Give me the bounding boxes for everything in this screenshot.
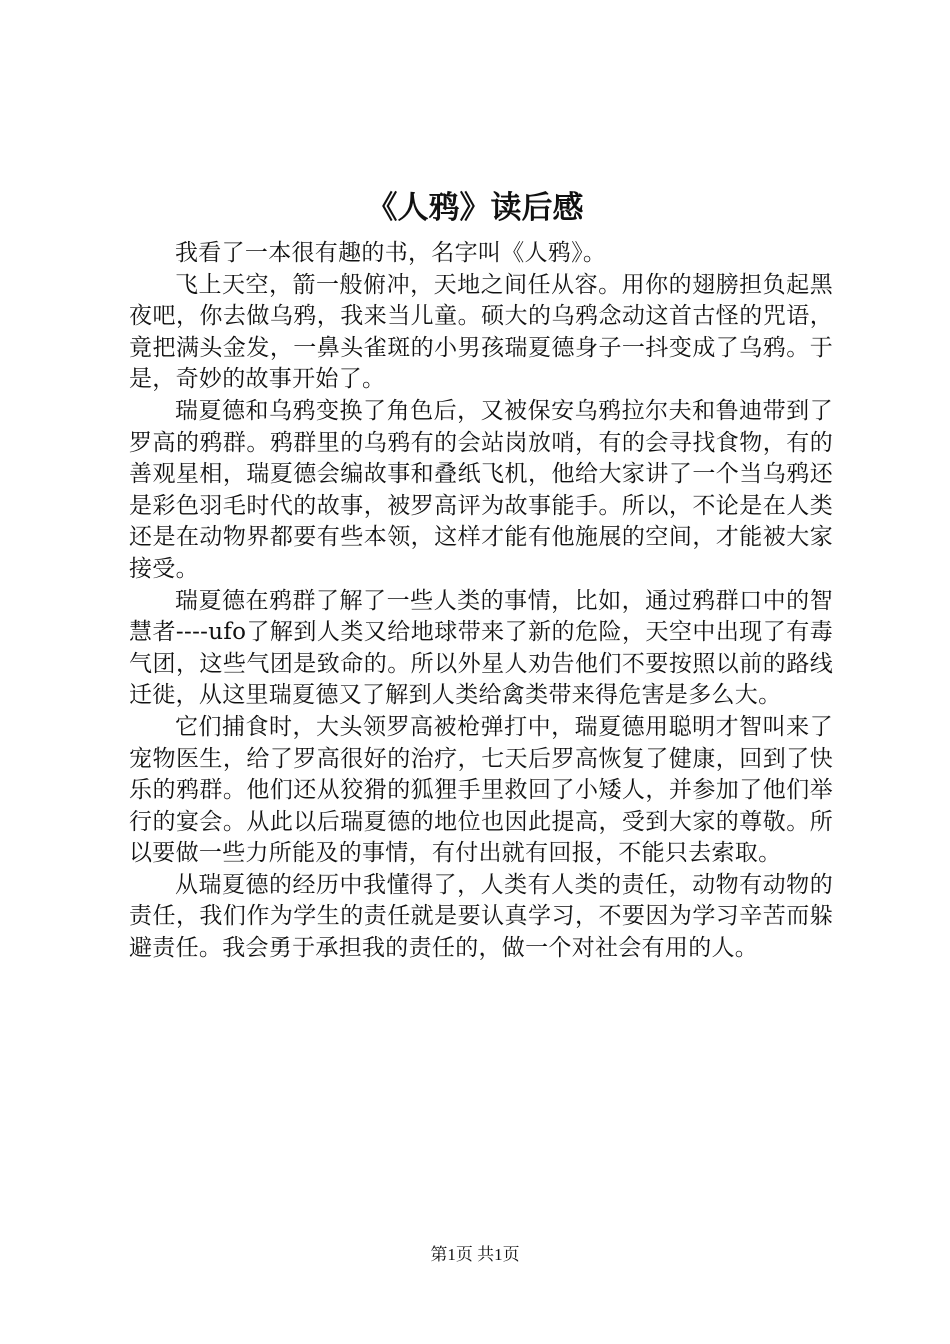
paragraph: 飞上天空，箭一般俯冲，天地之间任从容。用你的翅膀担负起黑夜吧，你去做乌鸦，我来当儿童。硕大的乌鸦念动这首古怪的咒语，竟把满头金发，一鼻头雀斑的小男孩瑞夏德身子一抖变成了乌鸦。于是，奇妙的故事开始了。 [129,271,833,393]
paragraph: 瑞夏德在鸦群了解了一些人类的事情，比如，通过鸦群口中的智慧者----ufo了解到人类又给地球带来了新的危险，天空中出现了有毒气团，这些气团是致命的。所以外星人劝告他们不要按照以前的路线迁徙，从这里瑞夏德又了解到人类给禽类带来得危害是多么大。 [129,587,833,709]
paragraph: 我看了一本很有趣的书，名字叫《人鸦》。 [175,240,607,266]
document-body [129,238,833,965]
page-footer: 第1页 共1页 [430,1245,520,1264]
paragraph: 从瑞夏德的经历中我懂得了，人类有人类的责任，动物有动物的责任，我们作为学生的责任就是要认真学习，不要因为学习辛苦而躲避责任。我会勇于承担我的责任的，做一个对社会有用的人。 [129,871,833,962]
paragraph: 它们捕食时，大头领罗高被枪弹打中，瑞夏德用聪明才智叫来了宠物医生，给了罗高很好的治疗，七天后罗高恢复了健康，回到了快乐的鸦群。他们还从狡猾的狐狸手里救回了小矮人，并参加了他们举行的宴会。从此以后瑞夏德的地位也因此提高，受到大家的尊敬。所以要做一些力所能及的事情，有付出就有回报，不能只去索取。 [129,713,833,867]
document-title: 《人鸦》读后感 [366,190,584,226]
paragraph: 瑞夏德和乌鸦变换了角色后，又被保安乌鸦拉尔夫和鲁迪带到了罗高的鸦群。鸦群里的乌鸦有的会站岗放哨，有的会寻找食物，有的善观星相，瑞夏德会编故事和叠纸飞机，他给大家讲了一个当乌鸦还是彩色羽毛时代的故事，被罗高评为故事能手。所以，不论是在人类还是在动物界都要有些本领，这样才能有他施展的空间，才能被大家接受。 [129,397,833,582]
